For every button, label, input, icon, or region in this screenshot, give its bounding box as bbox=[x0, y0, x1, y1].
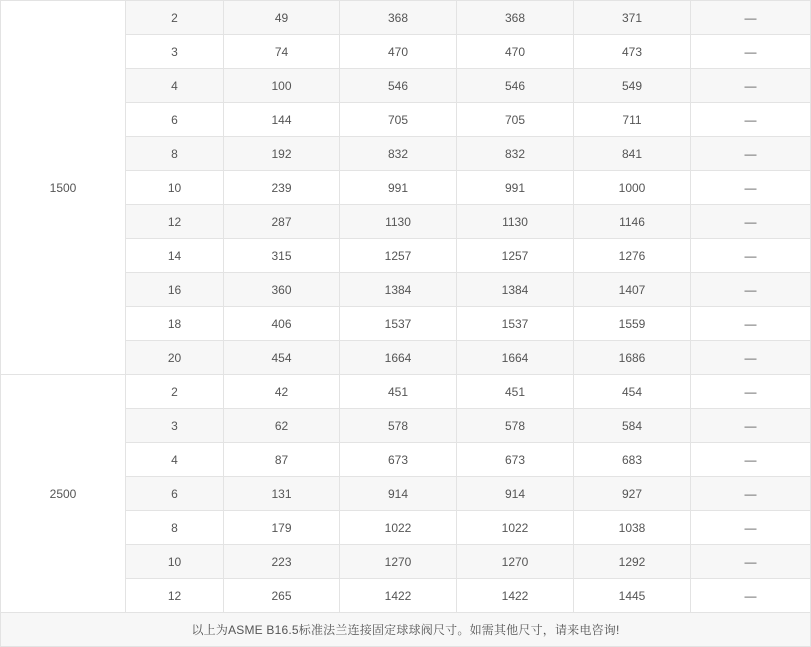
cell-c: 705 bbox=[340, 103, 457, 137]
cell-f: — bbox=[691, 239, 811, 273]
cell-f: — bbox=[691, 341, 811, 375]
table-row bbox=[1, 1, 811, 35]
cell-c: 1022 bbox=[340, 511, 457, 545]
cell-e: 1000 bbox=[574, 171, 691, 205]
cell-f: — bbox=[691, 35, 811, 69]
cell-c: 991 bbox=[340, 171, 457, 205]
cell-size: 8 bbox=[126, 511, 224, 545]
cell-c: 368 bbox=[340, 1, 457, 35]
cell-f: — bbox=[691, 69, 811, 103]
cell-d: 1422 bbox=[457, 579, 574, 613]
cell-e: 1146 bbox=[574, 205, 691, 239]
cell-f: — bbox=[691, 511, 811, 545]
cell-b: 239 bbox=[224, 171, 340, 205]
cell-f: — bbox=[691, 545, 811, 579]
table-row bbox=[1, 375, 811, 409]
cell-b: 223 bbox=[224, 545, 340, 579]
cell-d: 470 bbox=[457, 35, 574, 69]
cell-c: 1537 bbox=[340, 307, 457, 341]
cell-size: 20 bbox=[126, 341, 224, 375]
cell-d: 1664 bbox=[457, 341, 574, 375]
cell-d: 1537 bbox=[457, 307, 574, 341]
cell-d: 1022 bbox=[457, 511, 574, 545]
table-footer-row bbox=[1, 613, 811, 647]
cell-b: 100 bbox=[224, 69, 340, 103]
cell-c: 546 bbox=[340, 69, 457, 103]
cell-size: 3 bbox=[126, 35, 224, 69]
cell-c: 1257 bbox=[340, 239, 457, 273]
cell-b: 360 bbox=[224, 273, 340, 307]
cell-size: 18 bbox=[126, 307, 224, 341]
cell-e: 683 bbox=[574, 443, 691, 477]
cell-d: 914 bbox=[457, 477, 574, 511]
cell-e: 1559 bbox=[574, 307, 691, 341]
cell-size: 8 bbox=[126, 137, 224, 171]
cell-e: 1038 bbox=[574, 511, 691, 545]
cell-d: 705 bbox=[457, 103, 574, 137]
cell-d: 1270 bbox=[457, 545, 574, 579]
cell-f: — bbox=[691, 205, 811, 239]
cell-f: — bbox=[691, 103, 811, 137]
cell-b: 265 bbox=[224, 579, 340, 613]
footer-note: 以上为ASME B16.5标准法兰连接固定球球阀尺寸。如需其他尺寸，请来电咨询! bbox=[1, 613, 811, 647]
cell-d: 578 bbox=[457, 409, 574, 443]
cell-size: 6 bbox=[126, 477, 224, 511]
cell-e: 841 bbox=[574, 137, 691, 171]
cell-c: 1384 bbox=[340, 273, 457, 307]
cell-size: 4 bbox=[126, 443, 224, 477]
cell-b: 74 bbox=[224, 35, 340, 69]
cell-f: — bbox=[691, 273, 811, 307]
cell-f: — bbox=[691, 1, 811, 35]
cell-f: — bbox=[691, 137, 811, 171]
class-cell-2500: 2500 bbox=[1, 375, 126, 613]
cell-size: 10 bbox=[126, 171, 224, 205]
cell-d: 368 bbox=[457, 1, 574, 35]
cell-size: 12 bbox=[126, 579, 224, 613]
cell-e: 1686 bbox=[574, 341, 691, 375]
cell-c: 451 bbox=[340, 375, 457, 409]
cell-size: 16 bbox=[126, 273, 224, 307]
cell-f: — bbox=[691, 477, 811, 511]
cell-size: 4 bbox=[126, 69, 224, 103]
cell-size: 2 bbox=[126, 1, 224, 35]
cell-b: 406 bbox=[224, 307, 340, 341]
cell-e: 371 bbox=[574, 1, 691, 35]
cell-b: 454 bbox=[224, 341, 340, 375]
cell-c: 578 bbox=[340, 409, 457, 443]
cell-b: 87 bbox=[224, 443, 340, 477]
cell-size: 14 bbox=[126, 239, 224, 273]
cell-e: 711 bbox=[574, 103, 691, 137]
cell-d: 832 bbox=[457, 137, 574, 171]
cell-e: 1276 bbox=[574, 239, 691, 273]
cell-d: 1130 bbox=[457, 205, 574, 239]
cell-b: 179 bbox=[224, 511, 340, 545]
cell-d: 451 bbox=[457, 375, 574, 409]
cell-f: — bbox=[691, 409, 811, 443]
cell-b: 62 bbox=[224, 409, 340, 443]
cell-c: 470 bbox=[340, 35, 457, 69]
cell-f: — bbox=[691, 307, 811, 341]
cell-b: 131 bbox=[224, 477, 340, 511]
cell-e: 1292 bbox=[574, 545, 691, 579]
cell-c: 673 bbox=[340, 443, 457, 477]
cell-size: 3 bbox=[126, 409, 224, 443]
cell-b: 49 bbox=[224, 1, 340, 35]
cell-size: 2 bbox=[126, 375, 224, 409]
cell-f: — bbox=[691, 171, 811, 205]
cell-f: — bbox=[691, 375, 811, 409]
cell-f: — bbox=[691, 443, 811, 477]
cell-c: 1270 bbox=[340, 545, 457, 579]
cell-d: 673 bbox=[457, 443, 574, 477]
cell-size: 6 bbox=[126, 103, 224, 137]
cell-b: 144 bbox=[224, 103, 340, 137]
cell-e: 927 bbox=[574, 477, 691, 511]
cell-e: 584 bbox=[574, 409, 691, 443]
cell-c: 832 bbox=[340, 137, 457, 171]
cell-size: 10 bbox=[126, 545, 224, 579]
cell-b: 315 bbox=[224, 239, 340, 273]
cell-c: 1422 bbox=[340, 579, 457, 613]
cell-c: 1664 bbox=[340, 341, 457, 375]
class-cell-1500: 1500 bbox=[1, 1, 126, 375]
cell-e: 454 bbox=[574, 375, 691, 409]
cell-size: 12 bbox=[126, 205, 224, 239]
cell-e: 1445 bbox=[574, 579, 691, 613]
cell-d: 1257 bbox=[457, 239, 574, 273]
cell-d: 1384 bbox=[457, 273, 574, 307]
cell-b: 192 bbox=[224, 137, 340, 171]
cell-d: 991 bbox=[457, 171, 574, 205]
cell-b: 42 bbox=[224, 375, 340, 409]
cell-e: 473 bbox=[574, 35, 691, 69]
cell-c: 914 bbox=[340, 477, 457, 511]
cell-f: — bbox=[691, 579, 811, 613]
cell-c: 1130 bbox=[340, 205, 457, 239]
cell-e: 1407 bbox=[574, 273, 691, 307]
cell-b: 287 bbox=[224, 205, 340, 239]
cell-d: 546 bbox=[457, 69, 574, 103]
cell-e: 549 bbox=[574, 69, 691, 103]
